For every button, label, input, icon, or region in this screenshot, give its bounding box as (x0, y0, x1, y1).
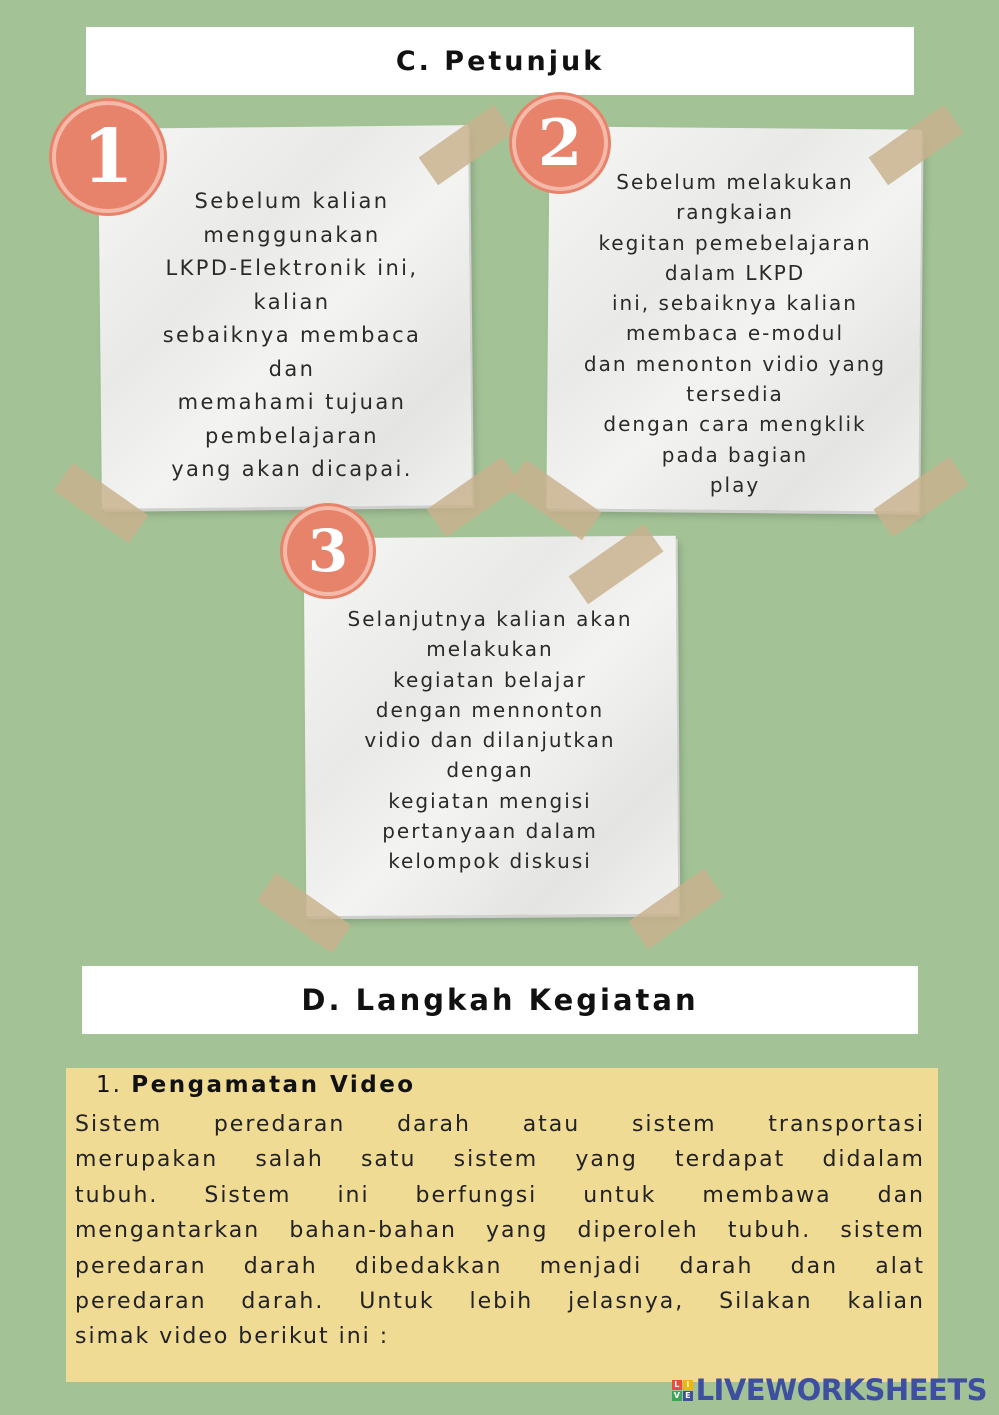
text-line: pada bagian (661, 442, 809, 467)
step-1-text (92, 185, 492, 487)
body-line (75, 1213, 925, 1248)
step-1-number-badge: 1 (52, 101, 164, 213)
text-line: kegiatan mengisi (388, 788, 592, 813)
text-line: dan menonton vidio yang (583, 351, 887, 376)
text-line: kelompok diskusi (388, 849, 592, 874)
body-word: Silakan (719, 1289, 813, 1315)
body-word: transportasi (768, 1112, 925, 1137)
text-line: pertanyaan dalam (382, 819, 598, 844)
body-word: peredaran (213, 1112, 346, 1137)
body-word: peredaran (75, 1289, 207, 1315)
step-3-text (290, 604, 690, 877)
body-word: tubuh. (75, 1182, 159, 1208)
body-word: sistem (453, 1147, 539, 1173)
body-line (75, 1178, 925, 1213)
body-line (75, 1249, 925, 1284)
text-line: vidio dan dilanjutkan (364, 728, 616, 753)
text-line: dan (268, 356, 316, 381)
body-word: kalian (847, 1289, 925, 1315)
text-line: dengan (446, 758, 534, 783)
text-line: dalam LKPD (664, 260, 806, 285)
body-word: menjadi (539, 1253, 643, 1279)
langkah-body (75, 1107, 925, 1355)
body-word: satu (360, 1147, 417, 1173)
text-line: menggunakan (203, 222, 381, 247)
logo-tile: I (683, 1380, 693, 1390)
body-word: jelasnya, (568, 1289, 685, 1315)
text-line: memahami tujuan (177, 390, 407, 414)
body-word: salah (255, 1147, 324, 1173)
step-3-number-badge: 3 (283, 506, 373, 596)
body-line (75, 1142, 925, 1177)
body-word: Sistem (75, 1112, 163, 1137)
body-word: dibedakkan (354, 1253, 503, 1279)
text-line: sebaiknya membaca (162, 323, 422, 347)
body-line (75, 1107, 925, 1142)
langkah-item-title: Pengamatan Video (131, 1072, 416, 1098)
body-line (75, 1284, 925, 1319)
text-line: rangkaian (676, 200, 794, 225)
body-word: sistem (840, 1218, 925, 1244)
langkah-item-heading (96, 1072, 416, 1098)
body-word: tubuh. (727, 1218, 812, 1244)
langkah-item-number: 1. (96, 1072, 122, 1098)
step-2-text (535, 167, 935, 500)
text-line: pembelajaran (205, 423, 379, 448)
body-word: atau (522, 1112, 581, 1137)
logo-tile: V (672, 1391, 682, 1401)
body-word: ini (337, 1182, 370, 1208)
liveworksheets-watermark (672, 1373, 987, 1407)
body-word: untuk (583, 1182, 657, 1208)
body-word: yang (486, 1218, 549, 1244)
text-line: play (709, 472, 761, 497)
liveworksheets-logo-icon (672, 1380, 693, 1401)
body-word: dan (790, 1253, 839, 1279)
text-line: LKPD-Elektronik ini, (165, 256, 419, 280)
text-line: kegiatan belajar (393, 667, 587, 692)
body-line: simak video berikut ini : (75, 1324, 390, 1350)
body-word: peredaran (75, 1253, 207, 1279)
body-word: dan (877, 1182, 925, 1208)
logo-tile: L (672, 1380, 682, 1390)
body-word: darah (679, 1253, 754, 1279)
text-line: dengan mennonton (375, 697, 605, 722)
text-line: kegitan pemebelajaran (598, 230, 872, 255)
body-word: merupakan (75, 1147, 219, 1173)
step-2-number-badge: 2 (512, 95, 608, 191)
text-line: Sebelum kalian (194, 189, 390, 213)
text-line: membaca e-modul (626, 321, 844, 346)
body-word: darah. (241, 1289, 325, 1315)
body-word: yang (575, 1147, 638, 1173)
text-line: tersedia (686, 382, 784, 407)
langkah-title: D. Langkah Kegiatan (82, 966, 918, 1034)
body-word: membawa (702, 1182, 832, 1208)
body-word: lebih (469, 1289, 534, 1315)
logo-tile: E (683, 1391, 693, 1401)
body-word: diperoleh (577, 1218, 699, 1244)
body-word: bahan-bahan (289, 1218, 457, 1244)
text-line: kalian (253, 289, 331, 314)
text-line: Selanjutnya kalian akan (347, 607, 633, 631)
text-line: dengan cara mengklik (603, 412, 867, 437)
body-word: didalam (822, 1147, 925, 1173)
body-word: sistem (631, 1112, 717, 1137)
body-word: mengantarkan (75, 1218, 261, 1244)
body-word: Untuk (359, 1289, 435, 1315)
watermark-text: LIVEWORKSHEETS (695, 1373, 987, 1407)
body-word: terdapat (674, 1147, 786, 1173)
text-line: melakukan (426, 637, 554, 662)
body-word: alat (875, 1253, 925, 1279)
text-line: yang akan dicapai. (171, 457, 413, 481)
body-word: darah (397, 1112, 471, 1137)
text-line: ini, sebaiknya kalian (612, 291, 858, 316)
body-word: berfungsi (415, 1182, 538, 1208)
text-line: Sebelum melakukan (616, 170, 854, 194)
petunjuk-title: C. Petunjuk (86, 27, 914, 95)
body-word: darah (243, 1253, 318, 1279)
body-word: Sistem (204, 1182, 292, 1208)
